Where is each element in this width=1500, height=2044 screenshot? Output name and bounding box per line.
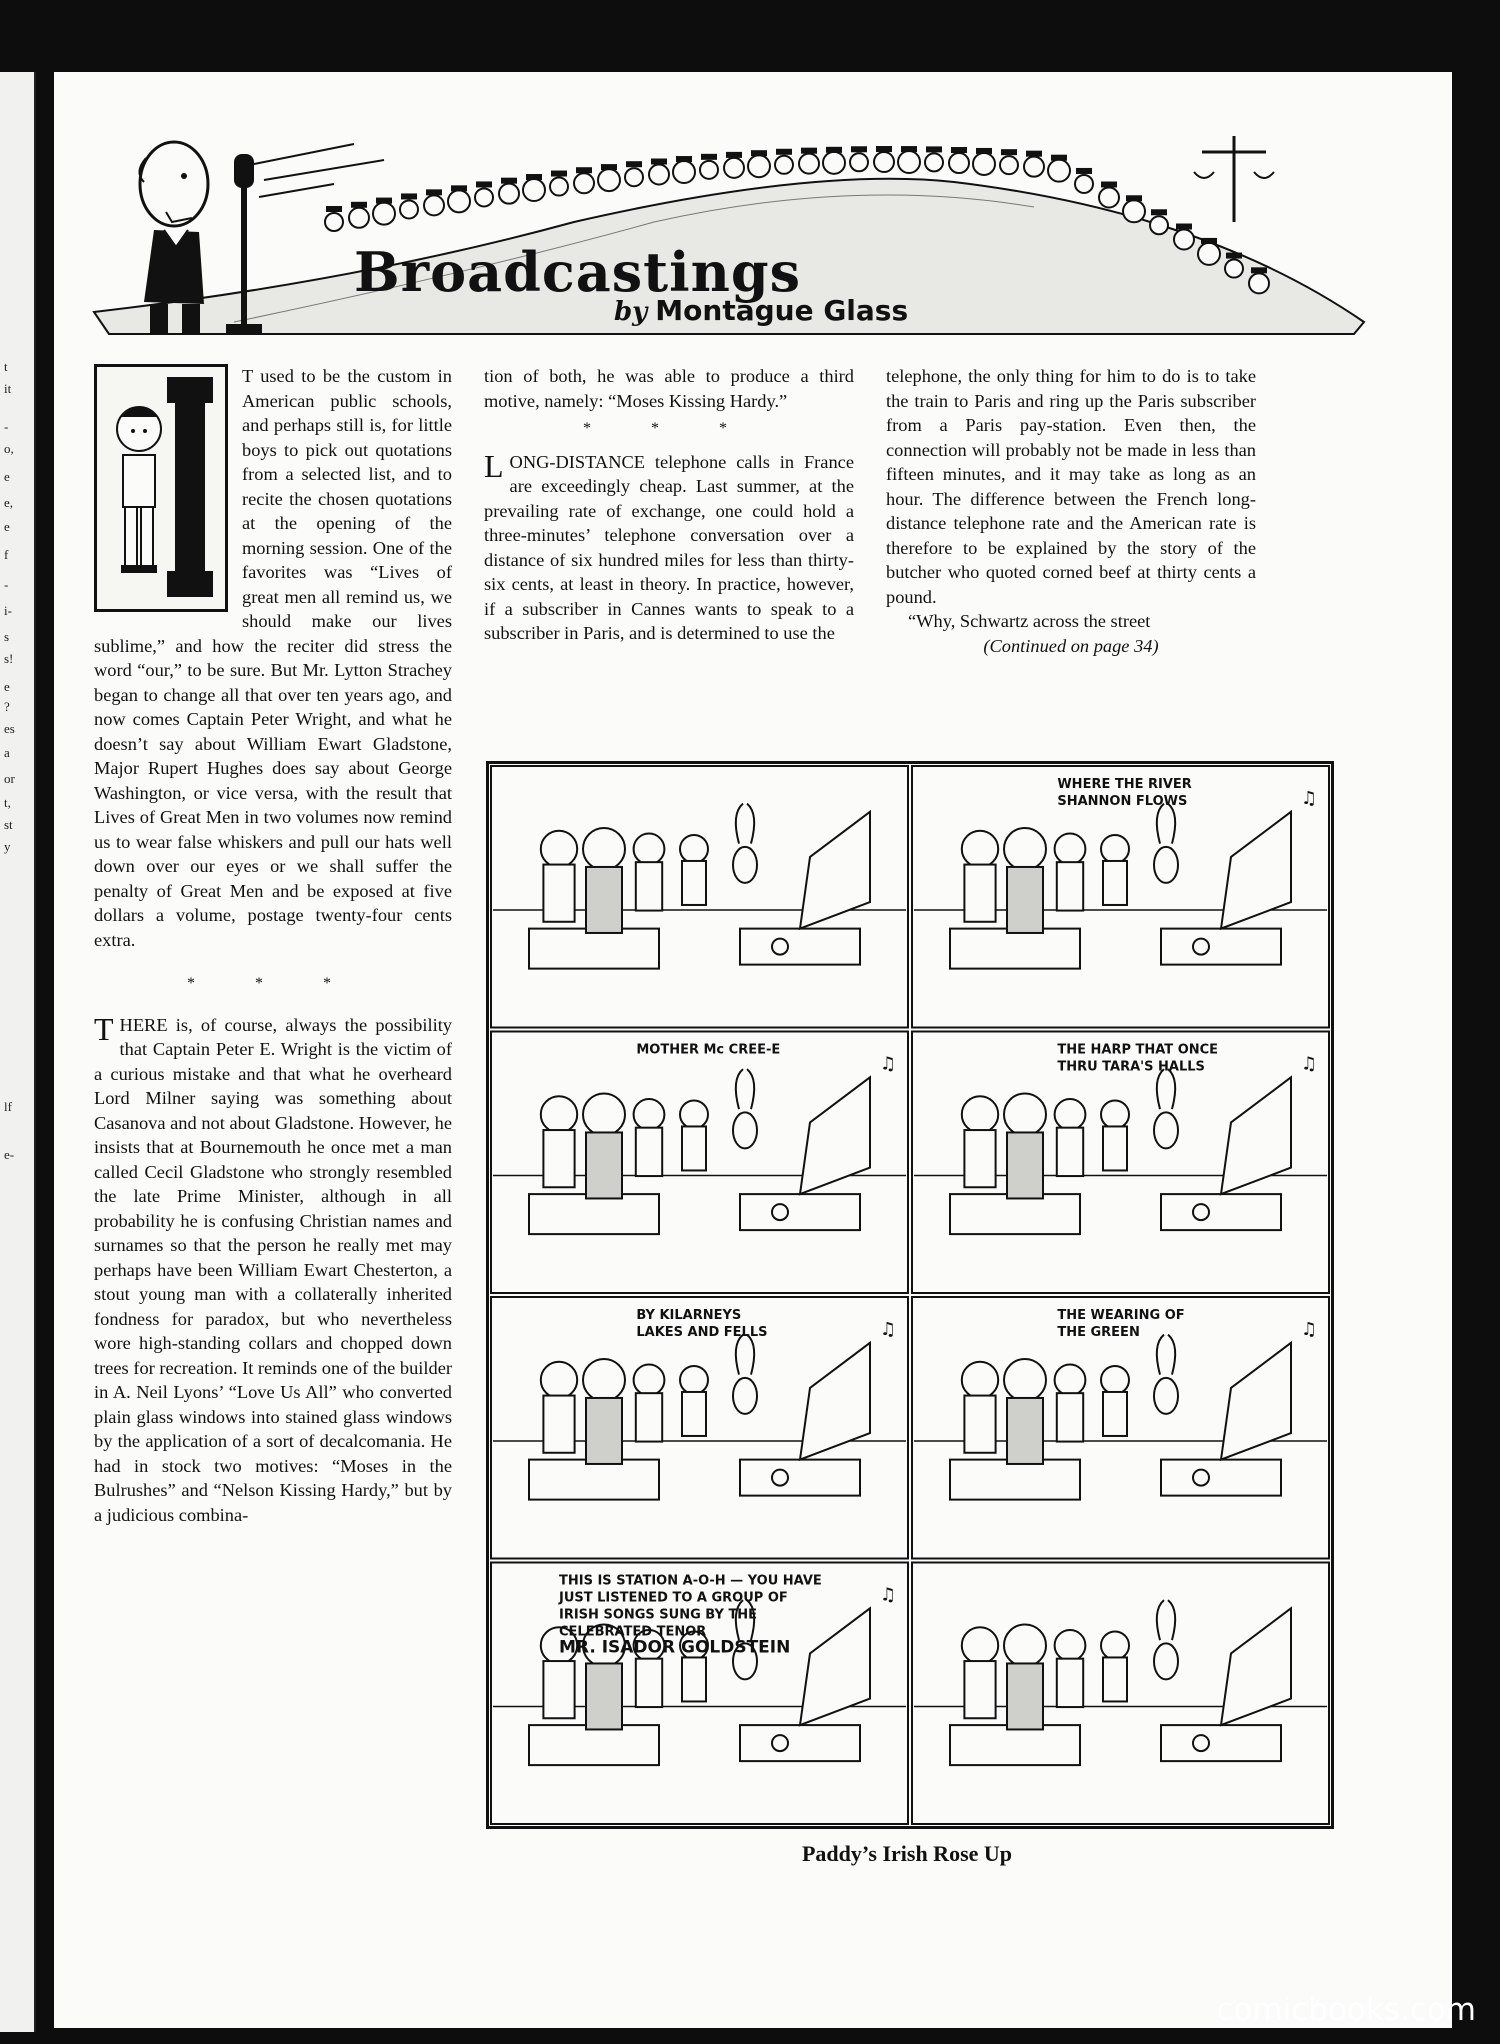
figure-head bbox=[962, 1362, 998, 1398]
listener-head bbox=[823, 152, 845, 174]
figure-head bbox=[1004, 1624, 1046, 1666]
phonograph-horn-icon bbox=[800, 1077, 870, 1194]
fragment-text: - bbox=[4, 577, 9, 592]
listener-head bbox=[1000, 156, 1018, 174]
goat-head bbox=[1154, 1643, 1178, 1679]
phonograph-horn-icon bbox=[1221, 812, 1291, 929]
speech-balloon-line: THE GREEN bbox=[1057, 1325, 1140, 1340]
figure-head bbox=[583, 828, 625, 870]
initial-letter: L bbox=[484, 447, 504, 484]
fragment-text: e- bbox=[4, 1147, 15, 1162]
figure-head bbox=[541, 1096, 577, 1132]
figure-head bbox=[962, 831, 998, 867]
listener-hat bbox=[776, 149, 792, 155]
listener-head bbox=[448, 190, 470, 212]
listener-hat bbox=[976, 148, 992, 154]
initial-letter: T bbox=[94, 1010, 114, 1047]
listener-hat bbox=[1176, 223, 1192, 229]
listener-hat bbox=[1226, 253, 1242, 259]
listener-head bbox=[799, 154, 819, 174]
phonograph-box bbox=[1161, 1194, 1281, 1230]
goat-horns bbox=[736, 1335, 754, 1375]
bench bbox=[529, 1460, 659, 1500]
speech-balloon-line: WHERE THE RIVER bbox=[1057, 777, 1192, 792]
listener-hat bbox=[701, 154, 717, 160]
figure-head bbox=[541, 1362, 577, 1398]
listener-hat bbox=[551, 171, 567, 177]
paragraph-text: ONG-DISTANCE telephone calls in France are exceedingly cheap. Last summer, at the prevailing rate of exchange, one could hold a three-minutes’ telephone conversation over a distance of six hundred miles for less than thirty-six cents, at least in theory. In practice, however, if a subscriber in Cannes wants to speak to a subscriber in Paris, and is determined to use the bbox=[484, 451, 854, 643]
listener-head bbox=[1198, 243, 1220, 265]
listener-hat bbox=[1126, 195, 1142, 201]
music-note-icon: ♫ bbox=[1301, 1053, 1318, 1075]
figure-body bbox=[543, 1396, 574, 1453]
listener-hat bbox=[876, 146, 892, 152]
listener-head bbox=[400, 200, 418, 218]
music-note-icon: ♫ bbox=[880, 1319, 897, 1340]
fragment-text: st bbox=[4, 817, 13, 832]
figure-body bbox=[1103, 1392, 1127, 1436]
listener-hat bbox=[1101, 181, 1117, 187]
figure-body bbox=[543, 1661, 574, 1718]
fragment-text: or bbox=[4, 771, 15, 786]
listener-head bbox=[700, 161, 718, 179]
speech-balloon-line: THE WEARING OF bbox=[1057, 1308, 1185, 1323]
fragment-text: lf bbox=[4, 1099, 12, 1114]
section-divider: * * * bbox=[187, 975, 359, 992]
paragraph: telephone, the only thing for him to do is to take the train to Paris and ring up the Paris subscriber from a Paris pay-station. Even then, the connection will probably not be made in less than fifteen minutes, and it may take as long as an hour. The difference between the French long-distance telephone rate and the American rate is therefore to be explained by the story of the butcher who quoted corned beef at thirty cents a pound. bbox=[886, 366, 1256, 607]
figure-body bbox=[636, 862, 662, 910]
phonograph-box bbox=[740, 1725, 860, 1761]
listener-hat bbox=[1151, 209, 1167, 215]
goat-horns bbox=[1157, 1335, 1175, 1375]
figure-head bbox=[1004, 1359, 1046, 1401]
listener-head bbox=[1123, 200, 1145, 222]
speech-balloon-line: JUST LISTENED TO A GROUP OF bbox=[559, 1590, 788, 1606]
listener-hat bbox=[1051, 155, 1067, 161]
fragment-text: f bbox=[4, 547, 9, 562]
bench bbox=[950, 929, 1080, 969]
figure-body bbox=[682, 1392, 706, 1436]
goat-head bbox=[1154, 1378, 1178, 1414]
figure-head bbox=[583, 1359, 625, 1401]
figure-head bbox=[1101, 835, 1129, 863]
listener-head bbox=[1174, 229, 1194, 249]
figure-head bbox=[680, 1366, 708, 1394]
listener-hat bbox=[476, 181, 492, 187]
goat-horns bbox=[1157, 804, 1175, 844]
listener-hat bbox=[901, 146, 917, 152]
figure-head bbox=[634, 1099, 665, 1130]
music-note-icon: ♫ bbox=[1301, 788, 1318, 809]
figure-body bbox=[586, 867, 622, 933]
figure-body bbox=[586, 1663, 622, 1729]
figure-head bbox=[962, 1096, 998, 1132]
music-note-icon: ♫ bbox=[1301, 1319, 1318, 1340]
listener-head bbox=[424, 195, 444, 215]
figure-head bbox=[1101, 1366, 1129, 1394]
listener-hat bbox=[326, 206, 342, 212]
fragment-text: o, bbox=[4, 441, 14, 456]
listener-hat bbox=[376, 198, 392, 204]
listener-hat bbox=[676, 156, 692, 162]
listener-hat bbox=[726, 152, 742, 158]
listener-head bbox=[1150, 216, 1168, 234]
listener-head bbox=[850, 153, 868, 171]
listener-head bbox=[574, 173, 594, 193]
bench bbox=[529, 1725, 659, 1765]
listener-hat bbox=[401, 193, 417, 199]
phonograph-box bbox=[740, 1460, 860, 1496]
speech-balloon-line: MR. ISADOR GOLDSTEIN bbox=[559, 1637, 791, 1658]
fragment-text: it bbox=[4, 381, 12, 396]
listener-head bbox=[349, 208, 369, 228]
listener-hat bbox=[826, 147, 842, 153]
listener-hat bbox=[526, 174, 542, 180]
figure-head bbox=[1004, 1093, 1046, 1135]
phonograph-horn-icon bbox=[800, 812, 870, 929]
section-divider: * * * bbox=[583, 420, 755, 437]
figure-body bbox=[1057, 1393, 1083, 1441]
figure-body bbox=[1103, 1126, 1127, 1170]
speech-balloon-line: CELEBRATED TENOR bbox=[559, 1624, 707, 1640]
figure-body bbox=[682, 1126, 706, 1170]
music-note-icon: ♫ bbox=[880, 1053, 897, 1075]
figure-body bbox=[1057, 1128, 1083, 1176]
figure-body bbox=[636, 1393, 662, 1441]
listener-hat bbox=[1076, 168, 1092, 174]
listener-hat bbox=[1026, 151, 1042, 157]
listener-hat bbox=[351, 202, 367, 208]
speech-balloon-line: THE HARP THAT ONCE bbox=[1057, 1042, 1219, 1058]
goat-horns bbox=[1157, 1069, 1175, 1109]
listener-head bbox=[724, 158, 744, 178]
listener-hat bbox=[601, 164, 617, 170]
phonograph-horn-icon bbox=[1221, 1608, 1291, 1725]
drop-cap-letter bbox=[163, 375, 217, 599]
speech-balloon-line: IRISH SONGS SUNG BY THE bbox=[559, 1607, 758, 1623]
listener-hat bbox=[1251, 267, 1267, 273]
figure-body bbox=[636, 1128, 662, 1176]
figure-body bbox=[1057, 862, 1083, 910]
fragment-text: i- bbox=[4, 603, 12, 618]
byline bbox=[614, 294, 908, 327]
figure-head bbox=[1055, 1630, 1086, 1661]
listener-hat bbox=[951, 147, 967, 153]
fragment-text: y bbox=[4, 839, 11, 854]
listener-head bbox=[775, 156, 793, 174]
speech-balloon-line: BY KILARNEYS bbox=[636, 1308, 742, 1323]
speech-balloon-line: THIS IS STATION A-O-H — YOU HAVE bbox=[559, 1573, 822, 1589]
bench bbox=[950, 1725, 1080, 1765]
phonograph-horn-icon bbox=[800, 1343, 870, 1460]
phonograph-horn-icon bbox=[1221, 1077, 1291, 1194]
comic-strip bbox=[486, 761, 1334, 1829]
phonograph-box bbox=[1161, 1460, 1281, 1496]
goat-head bbox=[733, 847, 757, 883]
figure-body bbox=[1007, 1132, 1043, 1198]
article-column-3 bbox=[886, 364, 1256, 658]
listener-head bbox=[949, 153, 969, 173]
fragment-text: e, bbox=[4, 495, 14, 510]
listener-hat bbox=[1001, 149, 1017, 155]
goat-head bbox=[1154, 1112, 1178, 1148]
listener-head bbox=[874, 152, 894, 172]
figure-head bbox=[634, 834, 665, 865]
byline-by: by bbox=[614, 297, 648, 327]
article-column-2 bbox=[484, 364, 854, 646]
listener-hat bbox=[851, 146, 867, 152]
listener-head bbox=[649, 164, 669, 184]
continued-note: (Continued on page 34) bbox=[983, 635, 1159, 656]
phonograph-box bbox=[740, 929, 860, 965]
listener-head bbox=[673, 161, 695, 183]
page-title: Broadcastings bbox=[354, 240, 802, 304]
speech-balloon-line: THRU TARA'S HALLS bbox=[1057, 1059, 1205, 1075]
listener-hat bbox=[501, 178, 517, 184]
figure-body bbox=[682, 861, 706, 905]
figure-body bbox=[636, 1659, 662, 1707]
author-name: Montague Glass bbox=[655, 294, 909, 327]
adjacent-page-edge bbox=[0, 72, 36, 2032]
figure-body bbox=[1103, 861, 1127, 905]
listener-head bbox=[1099, 187, 1119, 207]
listener-hat bbox=[1201, 238, 1217, 244]
figure-head bbox=[1101, 1631, 1129, 1659]
listener-head bbox=[898, 151, 920, 173]
speech-balloon-line: SHANNON FLOWS bbox=[1057, 794, 1188, 809]
fragment-text: - bbox=[4, 419, 9, 434]
figure-body bbox=[964, 1661, 995, 1718]
figure-head bbox=[1004, 828, 1046, 870]
listener-head bbox=[1249, 273, 1269, 293]
fragment-text: s bbox=[4, 629, 10, 644]
figure-head bbox=[962, 1627, 998, 1663]
listener-head bbox=[625, 168, 643, 186]
figure-head bbox=[634, 1365, 665, 1396]
goat-horns bbox=[736, 1069, 754, 1109]
listener-head bbox=[1048, 160, 1070, 182]
listener-head bbox=[475, 188, 493, 206]
phonograph-box bbox=[740, 1194, 860, 1230]
goat-head bbox=[733, 1378, 757, 1414]
listener-head bbox=[598, 169, 620, 191]
goat-head bbox=[733, 1112, 757, 1148]
figure-head bbox=[1055, 1365, 1086, 1396]
figure-body bbox=[1007, 1663, 1043, 1729]
listener-head bbox=[550, 178, 568, 196]
listener-head bbox=[1075, 175, 1093, 193]
figure-body bbox=[964, 1130, 995, 1187]
listener-hat bbox=[651, 158, 667, 164]
figure-head bbox=[680, 1100, 708, 1128]
phonograph-horn-icon bbox=[800, 1608, 870, 1725]
paragraph-text: HERE is, of course, always the possibility that Captain Peter E. Wright is the victim of a curious mistake and that what he overheard Lord Milner saying was something about Casanova and not about Gladstone. However, he insists that at Bournemouth he once met a man called Cecil Gladstone who strongly resembled the late Prime Minister, although in all probability he is confusing Christian names and surnames so that the person he really met may perhaps have been William Ewart Chesterton, a stout young man with a collaterally inherited fondness for paradox, but who nevertheless wore high-standing collars and chopped down trees for recreation. It reminds one of the builder in A. Neil Lyons’ “Love Us All” who converted plain glass windows into stained glass windows by the application of a sort of decalcomania. He had in stock two motives: “Moses in the Bulrushes” and “Nelson Kissing Hardy,” but by a judicious combina- bbox=[94, 1014, 452, 1525]
listener-head bbox=[373, 203, 395, 225]
listener-hat bbox=[926, 146, 942, 152]
fragment-text: a bbox=[4, 745, 10, 760]
goat-horns bbox=[736, 804, 754, 844]
figure-head bbox=[680, 835, 708, 863]
fragment-text: e bbox=[4, 679, 10, 694]
fragment-text: s! bbox=[4, 651, 14, 666]
listener-head bbox=[523, 179, 545, 201]
figure-body bbox=[1007, 867, 1043, 933]
figure-body bbox=[586, 1132, 622, 1198]
fragment-text: t bbox=[4, 359, 8, 374]
bench bbox=[529, 929, 659, 969]
paragraph: tion of both, he was able to produce a third motive, namely: “Moses Kissing Hardy.” bbox=[484, 366, 854, 411]
figure-head bbox=[1101, 1100, 1129, 1128]
paragraph bbox=[484, 447, 854, 646]
listener-hat bbox=[751, 150, 767, 156]
article-column-1 bbox=[94, 364, 452, 1527]
figure-head bbox=[541, 831, 577, 867]
phonograph-horn-icon bbox=[1221, 1343, 1291, 1460]
phonograph-box bbox=[1161, 1725, 1281, 1761]
fragment-text: e bbox=[4, 469, 10, 484]
listener-head bbox=[1024, 157, 1044, 177]
listener-hat bbox=[451, 185, 467, 191]
listener-head bbox=[973, 153, 995, 175]
listener-hat bbox=[576, 167, 592, 173]
fragment-text: t, bbox=[4, 795, 11, 810]
comic-caption: Paddy’s Irish Rose Up bbox=[801, 1841, 1013, 1866]
magazine-page bbox=[54, 72, 1452, 2028]
figure-body bbox=[964, 1396, 995, 1453]
paragraph bbox=[94, 1010, 452, 1528]
bench bbox=[950, 1460, 1080, 1500]
speech-balloon-line: LAKES AND FELLS bbox=[636, 1325, 768, 1340]
goat-head bbox=[1154, 847, 1178, 883]
fragment-text: es bbox=[4, 721, 15, 736]
listener-head bbox=[748, 155, 770, 177]
figure-body bbox=[682, 1657, 706, 1701]
figure-body bbox=[964, 865, 995, 922]
goat-horns bbox=[1157, 1600, 1175, 1640]
figure-body bbox=[1057, 1659, 1083, 1707]
watermark: comicbooks.com bbox=[1216, 1992, 1476, 2028]
figure-body bbox=[1103, 1657, 1127, 1701]
scales-icon bbox=[1194, 136, 1274, 222]
fragment-text: e bbox=[4, 519, 10, 534]
listener-head bbox=[925, 153, 943, 171]
listener-head bbox=[325, 213, 343, 231]
figure-head bbox=[1055, 834, 1086, 865]
listener-hat bbox=[801, 148, 817, 154]
listener-hat bbox=[426, 189, 442, 195]
speech-balloon-line: MOTHER Mc CREE-E bbox=[636, 1042, 781, 1058]
figure-body bbox=[543, 865, 574, 922]
bench bbox=[529, 1194, 659, 1234]
listener-head bbox=[499, 184, 519, 204]
listener-hat bbox=[626, 161, 642, 167]
phonograph-box bbox=[1161, 929, 1281, 965]
figure-body bbox=[1007, 1398, 1043, 1464]
paragraph: “Why, Schwartz across the street bbox=[908, 611, 1151, 631]
paragraph: T used to be the custom in American public schools, and perhaps still is, for little boys to pick out quotations from a selected list, and to recite the chosen quotations at the opening of the morning session. One of the favorites was “Lives of great men all remind us, we should make our lives sublime,” and how the reciter did stress the word “our,” to be sure. But Mr. Lytton Strachey began to change all that over ten years ago, and now comes Captain Peter Wright, and what he doesn’t say about William Ewart Gladstone, Major Rupert Hughes does say about George Washington, or vice versa, with the result that Lives of Great Men in two volumes now remind us to wear false whiskers and pull our hats well down over our eyes or we shall suffer the penalty of Great Men and be exposed at five dollars a volume, postage twenty-four cents extra. bbox=[94, 366, 452, 950]
figure-body bbox=[543, 1130, 574, 1187]
fragment-text: ? bbox=[4, 699, 10, 714]
drop-cap-illustration bbox=[94, 364, 228, 612]
music-note-icon: ♫ bbox=[880, 1584, 897, 1606]
figure-body bbox=[586, 1398, 622, 1464]
header-banner bbox=[54, 72, 1452, 362]
figure-head bbox=[1055, 1099, 1086, 1130]
comic-panels bbox=[489, 764, 1331, 1826]
figure-head bbox=[583, 1093, 625, 1135]
bench bbox=[950, 1194, 1080, 1234]
listener-head bbox=[1225, 260, 1243, 278]
